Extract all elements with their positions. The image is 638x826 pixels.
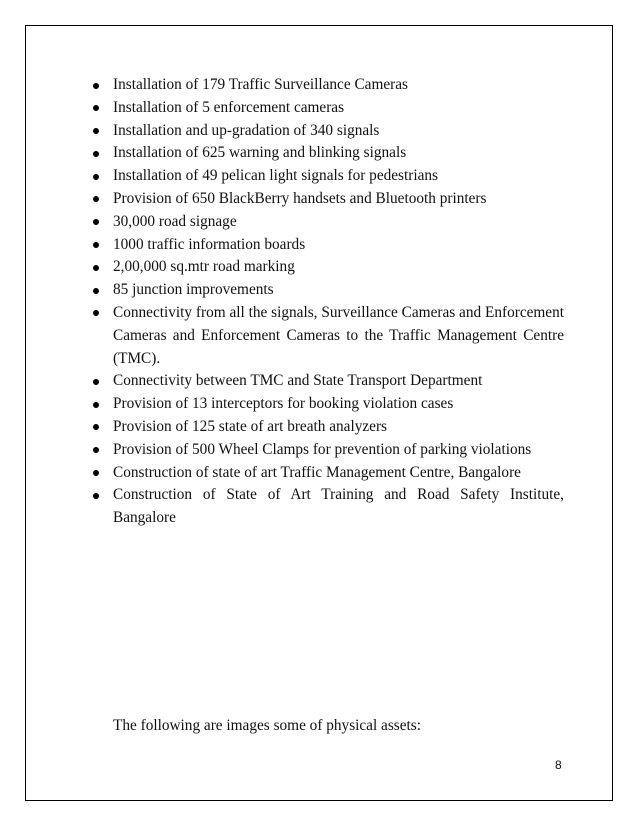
bullet-icon xyxy=(93,470,99,476)
list-item xyxy=(93,74,564,97)
bullet-icon xyxy=(93,288,99,294)
list-item-text: Connectivity between TMC and State Transport Department xyxy=(113,372,483,390)
list-item-text: Installation of 49 pelican light signals for pedestrians xyxy=(113,167,438,185)
list-item xyxy=(93,462,564,485)
list-item-text: Provision of 13 interceptors for booking violation cases xyxy=(113,395,454,413)
list-item xyxy=(93,165,564,188)
list-item-text: Installation of 179 Traffic Surveillance Cameras xyxy=(113,76,408,93)
list-item xyxy=(93,234,564,257)
list-item xyxy=(93,211,564,234)
bullet-icon xyxy=(93,265,99,271)
bullet-icon xyxy=(93,379,99,385)
bullet-icon xyxy=(93,424,99,430)
list-item xyxy=(93,370,564,393)
list-item xyxy=(93,120,564,143)
list-item xyxy=(93,302,564,370)
list-item xyxy=(93,393,564,416)
bullet-icon xyxy=(93,493,99,499)
list-item-text: Installation and up-gradation of 340 signals xyxy=(113,121,380,139)
bullet-icon xyxy=(93,310,99,316)
list-item xyxy=(93,142,564,165)
list-item-text: Installation of 625 warning and blinking signals xyxy=(113,144,407,162)
assets-bullet-list xyxy=(93,74,564,530)
list-item xyxy=(93,188,564,211)
list-item xyxy=(93,416,564,439)
list-item-text: 1000 traffic information boards xyxy=(113,235,306,253)
list-item xyxy=(93,256,564,279)
bullet-icon xyxy=(93,174,99,180)
bullet-icon xyxy=(93,128,99,134)
list-item xyxy=(93,279,564,302)
physical-assets-intro: The following are images some of physical assets: xyxy=(113,717,421,734)
bullet-icon xyxy=(93,196,99,202)
list-item-text: Construction of state of art Traffic Management Centre, Bangalore xyxy=(113,463,521,481)
bullet-icon xyxy=(93,447,99,453)
list-item-text: Construction of State of Art Training and Road Safety Institute, Bangalore xyxy=(113,486,564,527)
list-item xyxy=(93,97,564,120)
list-item-text: 85 junction improvements xyxy=(113,281,274,299)
bullet-icon xyxy=(93,151,99,157)
bullet-icon xyxy=(93,105,99,111)
list-item-text: Provision of 125 state of art breath analyzers xyxy=(113,417,387,435)
bullet-icon xyxy=(93,219,99,225)
list-item-text: Installation of 5 enforcement cameras xyxy=(113,98,345,116)
bullet-icon xyxy=(93,83,99,89)
list-item xyxy=(93,484,564,530)
list-item-text: 30,000 road signage xyxy=(113,212,237,230)
list-item-text: Connectivity from all the signals, Surveillance Cameras and Enforcement Cameras and Enforcement Cameras to the Traffic Management Centre (TMC). xyxy=(113,303,564,367)
list-item-text: Provision of 650 BlackBerry handsets and Bluetooth printers xyxy=(113,189,487,207)
list-item-text: Provision of 500 Wheel Clamps for prevention of parking violations xyxy=(113,440,532,458)
bullet-icon xyxy=(93,402,99,408)
bullet-icon xyxy=(93,242,99,248)
list-item-text: 2,00,000 sq.mtr road marking xyxy=(113,258,295,276)
page-number: 8 xyxy=(555,758,562,772)
list-item xyxy=(93,439,564,462)
